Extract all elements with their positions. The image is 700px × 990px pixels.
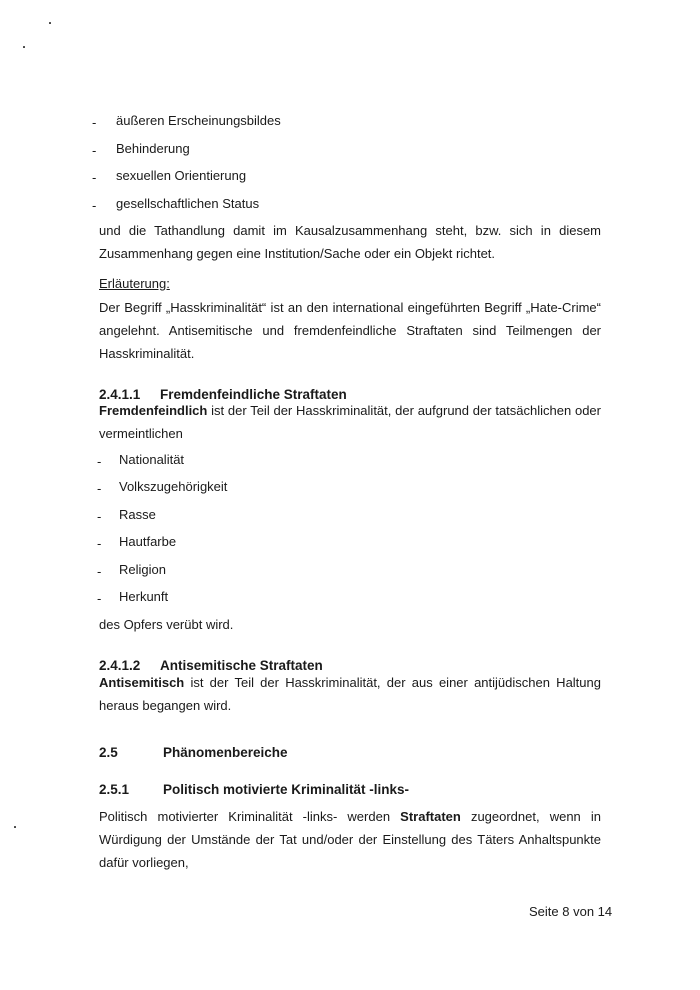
list-item: Religion <box>119 562 166 577</box>
paragraph-text: Politisch motivierter Kriminalität -links- werden <box>99 809 401 824</box>
scan-speck <box>23 46 25 48</box>
paragraph-antisemitisch <box>99 671 601 717</box>
list-dash: - <box>97 481 102 496</box>
erlaeuterung-label: Erläuterung: <box>99 276 170 291</box>
list-item: sexuellen Orientierung <box>116 168 247 183</box>
list-item: äußeren Erscheinungsbildes <box>116 113 281 128</box>
list-dash: - <box>92 170 97 185</box>
paragraph-pmk-links <box>99 805 601 874</box>
list-item: Behinderung <box>116 141 190 156</box>
list-item: gesellschaftlichen Status <box>116 196 260 211</box>
section-heading-251 <box>99 782 409 798</box>
list-item: Rasse <box>119 507 156 522</box>
section-title: Politisch motivierte Kriminalität -links- <box>163 782 410 797</box>
bold-term: Fremdenfeindlich <box>99 403 208 418</box>
scan-speck <box>49 22 51 24</box>
bold-term: Antisemitisch <box>99 675 185 690</box>
paragraph-text: ist der Teil der Hasskriminalität, der aufgrund der tatsächlichen oder vermeintlichen <box>99 403 601 441</box>
page-number-footer: Seite 8 von 14 <box>529 904 613 919</box>
list-item: Volkszugehörigkeit <box>119 479 228 494</box>
paragraph-kausalzusammenhang: und die Tathandlung damit im Kausalzusammenhang steht, bzw. sich in diesem Zusammenhang gegen eine Institution/Sache oder ein Objekt richtet. <box>99 223 601 261</box>
list-dash: - <box>92 115 97 130</box>
paragraph-text: ist der Teil der Hasskriminalität, der aus einer antijüdischen Haltung heraus begangen wird. <box>99 675 601 713</box>
list-item: Hautfarbe <box>119 534 177 549</box>
list-dash: - <box>92 143 97 158</box>
paragraph-text: zugeordnet, wenn in Würdigung der Umstände der Tat und/oder der Einstellung des Täters Anhaltspunkte dafür vorliegen, <box>99 809 601 870</box>
list-dash: - <box>92 198 97 213</box>
section-number: 2.5.1 <box>99 782 130 797</box>
paragraph-hasskriminalitaet: Der Begriff „Hasskriminalität“ ist an den international eingeführten Begriff „Hate-Crime“ angelehnt. Antisemitische und fremdenfeindliche Straftaten sind Teilmengen der Hasskriminalität. <box>99 300 601 361</box>
list-dash: - <box>97 591 102 606</box>
list-dash: - <box>97 509 102 524</box>
section-heading-25 <box>99 745 288 761</box>
section-title: Fremdenfeindliche Straftaten <box>160 387 347 402</box>
bold-term: Straftaten <box>400 809 461 824</box>
list-dash: - <box>97 536 102 551</box>
section-number: 2.4.1.2 <box>99 658 141 673</box>
section-number: 2.5 <box>99 745 118 760</box>
paragraph-opfer: des Opfers verübt wird. <box>99 617 234 632</box>
paragraph-fremdenfeindlich <box>99 399 601 445</box>
section-title: Antisemitische Straftaten <box>160 658 323 673</box>
list-item: Herkunft <box>119 589 169 604</box>
list-item: Nationalität <box>119 452 185 467</box>
scan-speck <box>14 826 16 828</box>
section-title: Phänomenbereiche <box>163 745 288 760</box>
section-number: 2.4.1.1 <box>99 387 141 402</box>
list-dash: - <box>97 564 102 579</box>
list-dash: - <box>97 454 102 469</box>
